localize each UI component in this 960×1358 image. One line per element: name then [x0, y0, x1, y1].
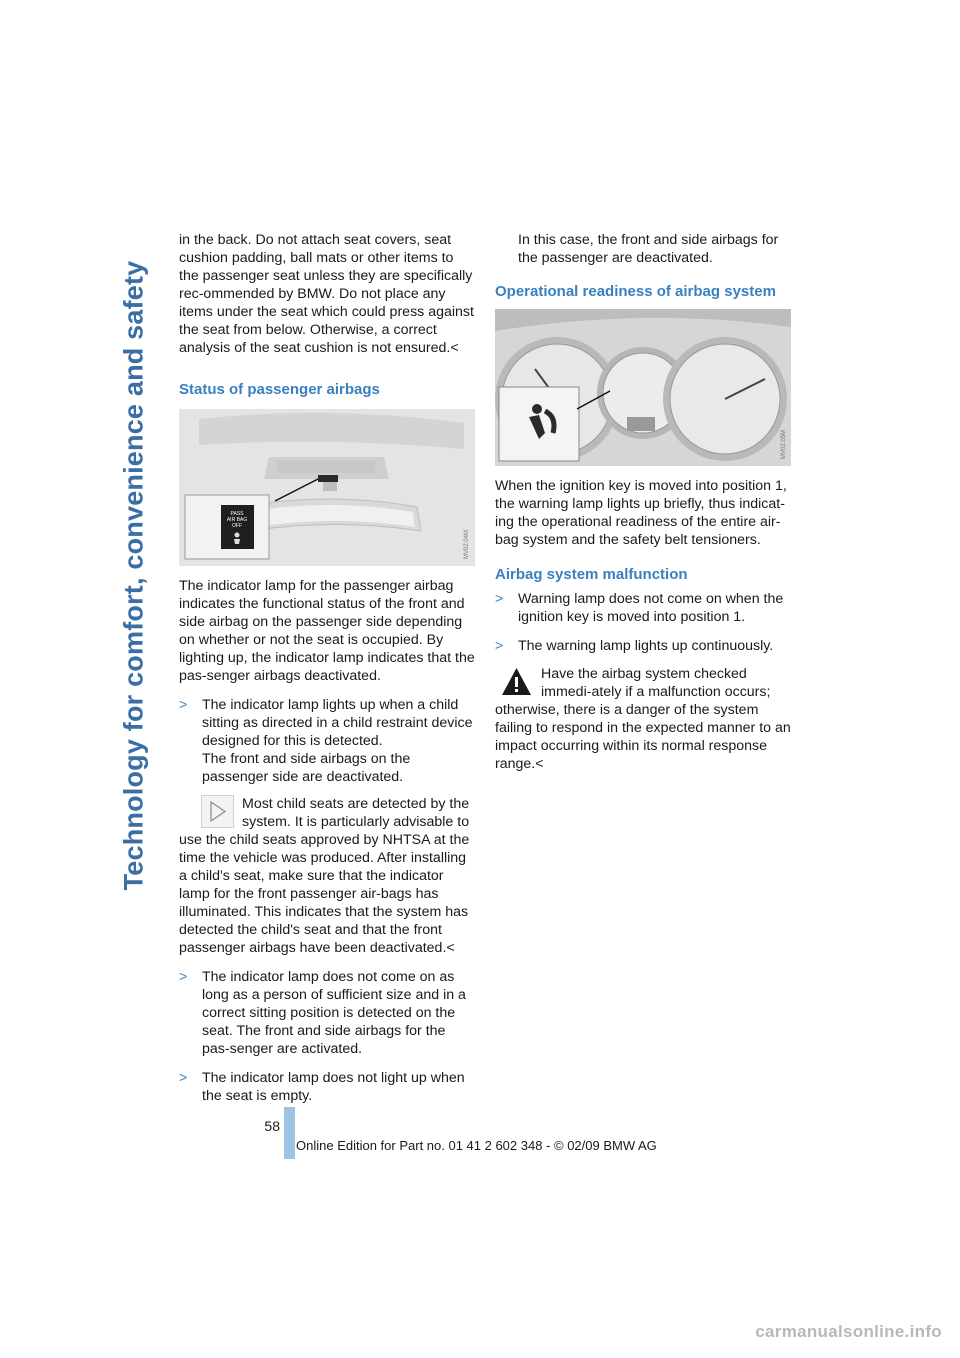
- chapter-title-text: Technology for comfort, convenience and safety: [118, 260, 149, 890]
- intro-paragraph: in the back. Do not attach seat covers, seat cushion padding, ball mats or other items to the passenger seat unless they are specifically rec-ommended by BMW. Do not place any items under the seat which could press against the seat from below. Otherwise, a correct analysis of the seat cushion is not ensured.<: [179, 232, 474, 356]
- footer-accent-bar: [284, 1107, 295, 1159]
- continued-bullet-text: In this case, the front and side airbags for the passenger are deactivated.: [518, 232, 779, 266]
- warning-box: [495, 665, 791, 773]
- svg-text:OFF: OFF: [232, 523, 242, 529]
- edition-footer: Online Edition for Part no. 01 41 2 602 348 - © 02/09 BMW AG: [296, 1138, 657, 1153]
- end-mark: <: [450, 340, 459, 356]
- left-column: [179, 231, 475, 1105]
- right-column: [495, 231, 791, 773]
- warning-text: Have the airbag system checked immedi-ately if a malfunction occurs; otherwise, there is a danger of the system failing to respond in the expected manner to an impact occurring within its normal response range.: [495, 666, 791, 772]
- site-watermark: carmanualsonline.info: [755, 1322, 942, 1341]
- svg-text:MV02.05M: MV02.05M: [781, 429, 787, 459]
- page-number: 58: [264, 1118, 280, 1134]
- svg-text:AIR BAG: AIR BAG: [226, 517, 248, 523]
- svg-text:PASS: PASS: [230, 511, 244, 517]
- end-mark: <: [446, 940, 455, 956]
- section-heading-status: Status of passenger airbags: [179, 381, 380, 398]
- note-box: [179, 795, 475, 957]
- bullet-marker: >: [495, 591, 504, 607]
- bullet-marker: >: [179, 697, 188, 713]
- list-item: [495, 590, 791, 626]
- list-item-text: The front and side airbags on the passenger side are deactivated.: [202, 751, 411, 785]
- section-heading-malfunction: Airbag system malfunction: [495, 566, 688, 583]
- chapter-side-title: [108, 230, 160, 920]
- list-item: [179, 1069, 475, 1105]
- instrument-cluster-illustration: [495, 309, 791, 466]
- bullet-marker: >: [179, 1070, 188, 1086]
- end-mark: <: [535, 756, 544, 772]
- operational-paragraph: When the ignition key is moved into position 1, the warning lamp lights up briefly, thus indicat-ing the operational readiness of the entire air-bag system and the safety belt tensioners.: [495, 478, 787, 548]
- list-item: [179, 968, 475, 1058]
- note-triangle-icon: [201, 795, 234, 828]
- list-item-text: Warning lamp does not come on when the ignition key is moved into position 1.: [518, 591, 784, 625]
- list-item: [179, 696, 475, 786]
- warning-triangle-icon: [500, 665, 533, 698]
- bullet-marker: >: [179, 969, 188, 985]
- indicator-lamp-paragraph: The indicator lamp for the passenger airbag indicates the functional status of the front and side airbag on the passenger side depending on whether or not the seat is occupied. By lighting up, the indicator lamp indicates that the pas-senger airbags deactivated.: [179, 578, 475, 684]
- bullet-marker: >: [495, 638, 504, 654]
- list-item-text: The indicator lamp does not light up when the seat is empty.: [202, 1070, 465, 1104]
- list-item: [495, 637, 791, 655]
- passenger-airbag-lamp-figure: [179, 409, 475, 566]
- list-item-text: The warning lamp lights up continuously.: [518, 638, 774, 654]
- section-heading-operational: Operational readiness of airbag system: [495, 283, 776, 300]
- svg-text:MV02.04M: MV02.04M: [464, 529, 470, 559]
- note-text: Most child seats are detected by the system. It is particularly advisable to use the child seats approved by NHTSA at the time the vehicle was produced. After installing a child's seat, make sure that the indicator lamp for the front passenger air-bags has illuminated. This indicates that the system has detected the child's seat and that the front passenger airbags have been deactivated.: [179, 796, 470, 956]
- list-item-text: The indicator lamp lights up when a child sitting as directed in a child restraint device designed for this is detected.: [202, 697, 473, 749]
- rearview-mirror-illustration: [179, 409, 475, 566]
- instrument-cluster-figure: [495, 309, 791, 466]
- list-item-text: The indicator lamp does not come on as long as a person of sufficient size and in a correct sitting position is detected on the seat. The front and side airbags for the pas-senger are activated.: [202, 969, 466, 1057]
